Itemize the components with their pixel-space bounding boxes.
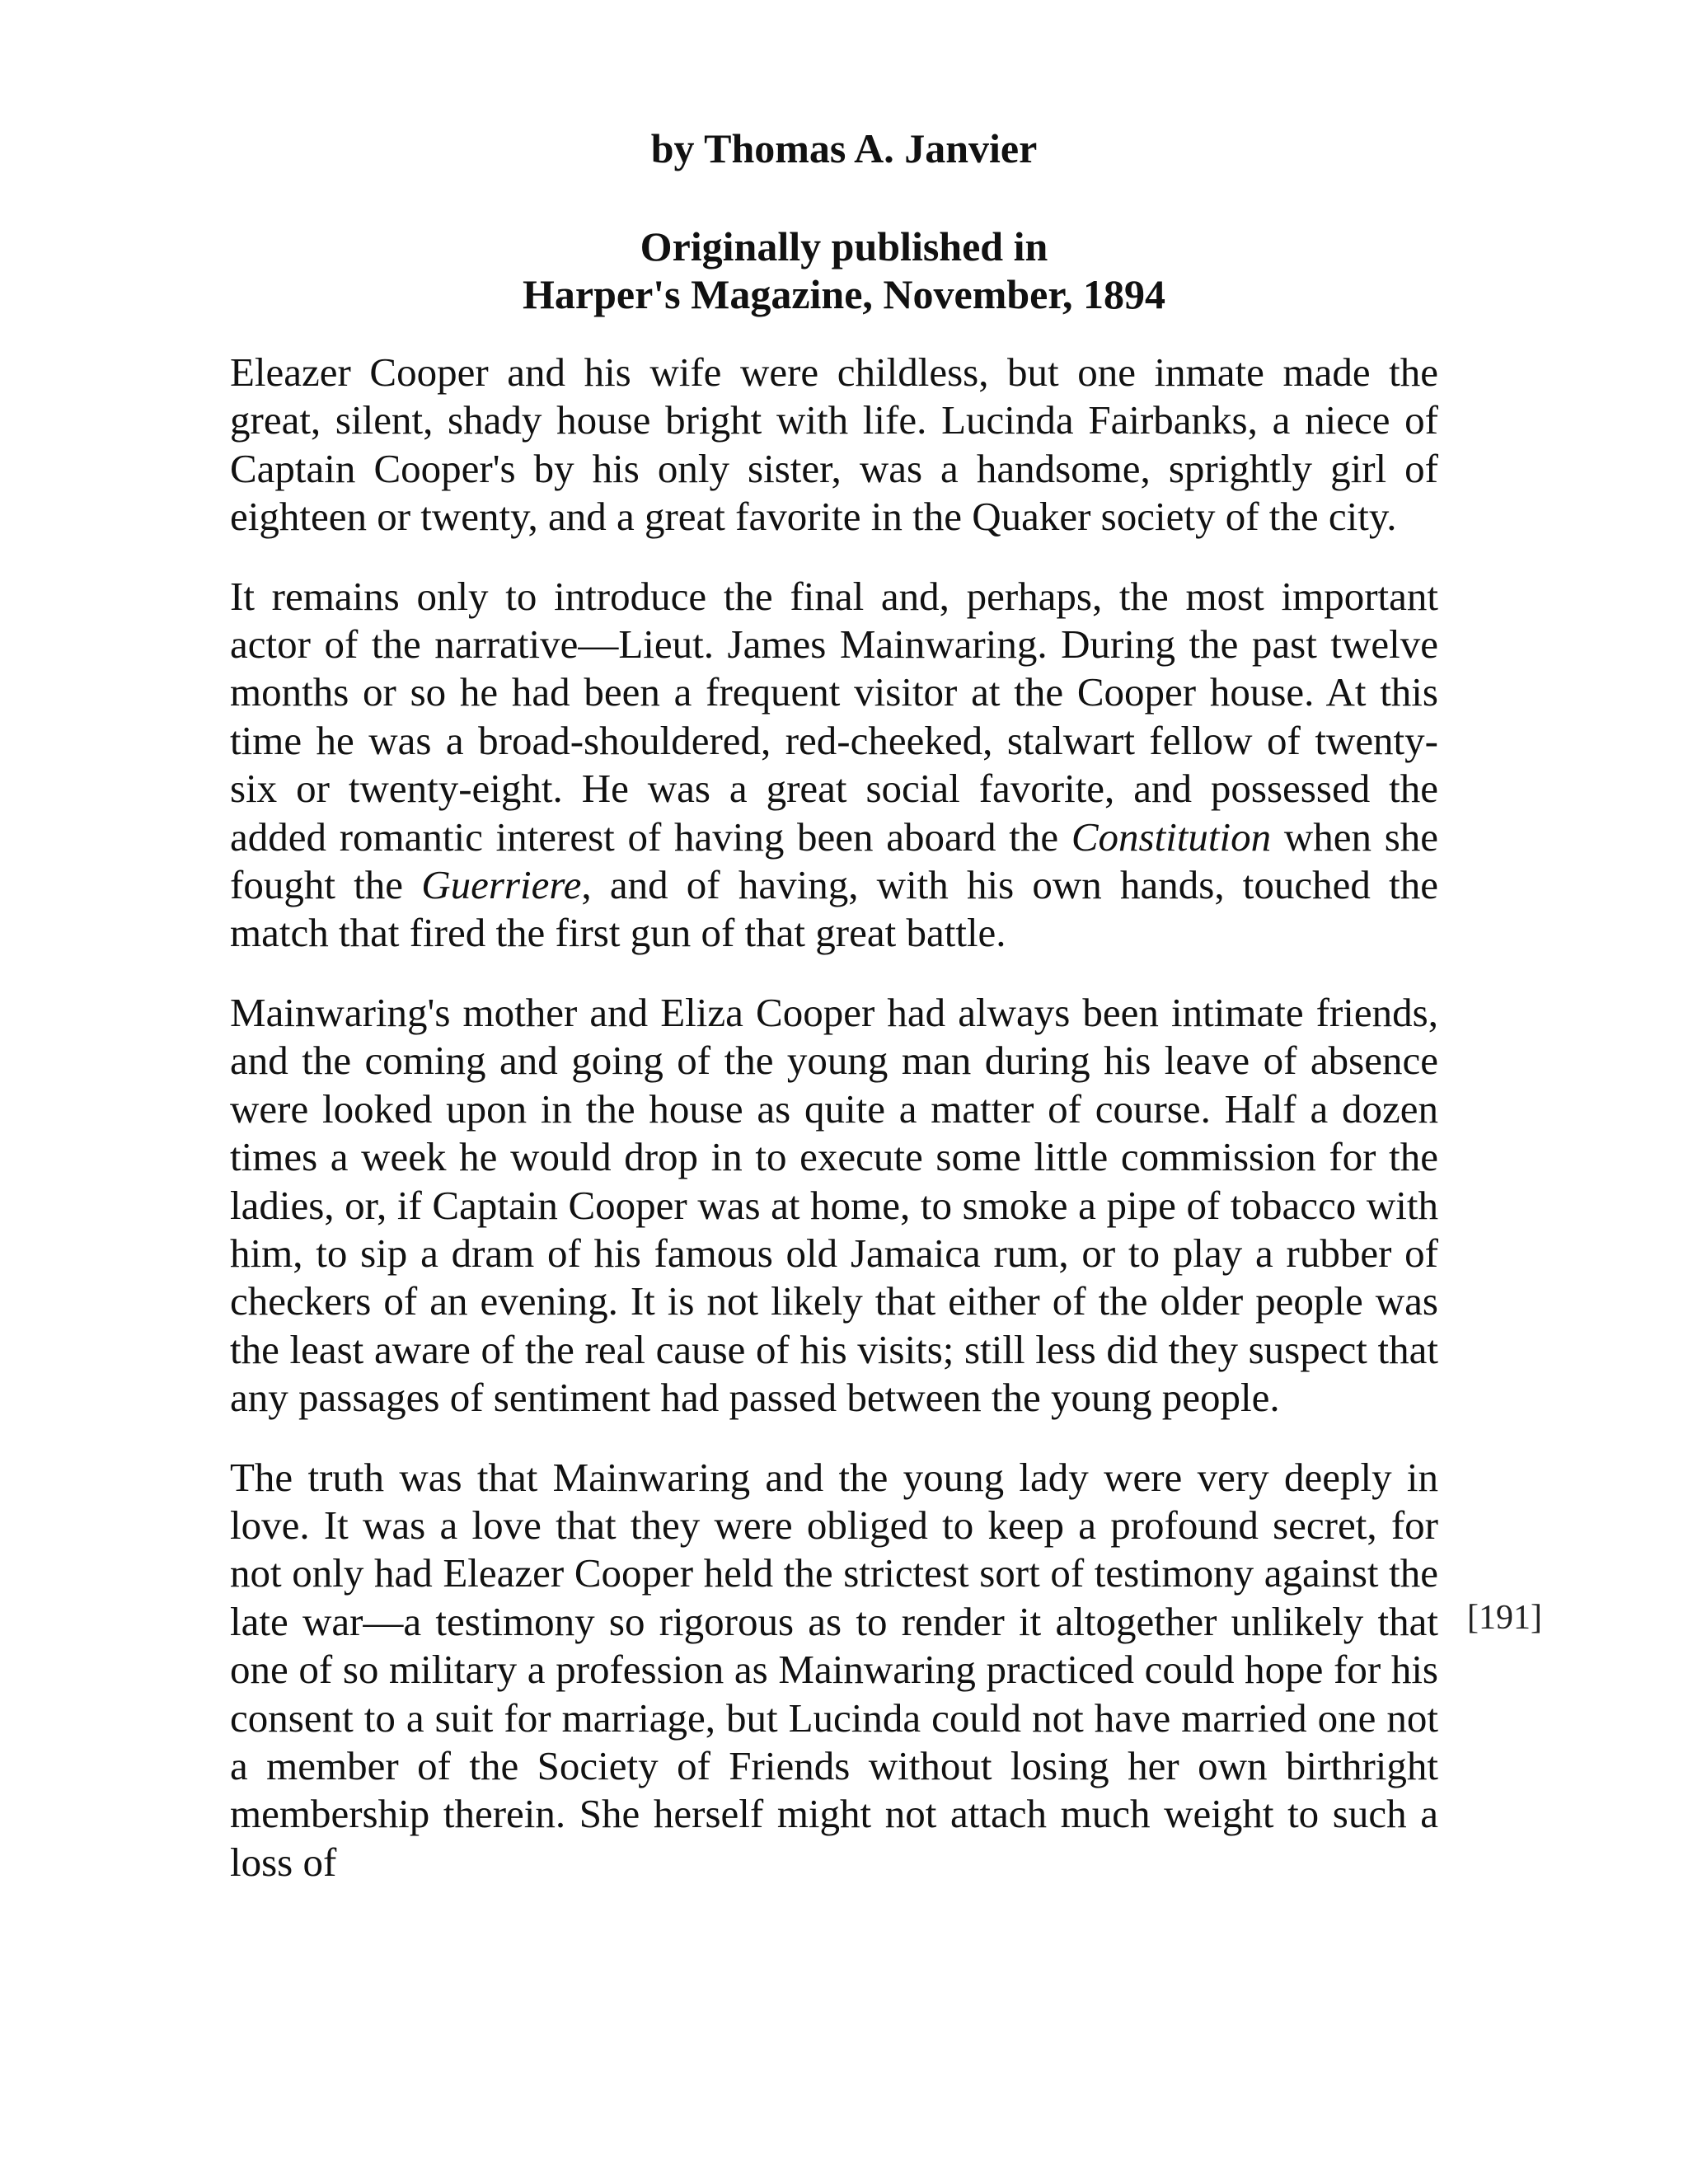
page-number: [191]: [1467, 1599, 1542, 1637]
story-body: [230, 349, 1438, 1886]
paragraph-4: The truth was that Mainwaring and the young lady were very deeply in love. It was a love that they were obliged to keep a profound secret, for not only had Eleazer Cooper held the strictest sort of testimony against the late war—a testimony so rigorous as to render it altogether unlikely that one of so military a profession as Mainwaring practiced could hope for his consent to a suit for marriage, but Lucinda could not have married one not a member of the Society of Friends without losing her own birthright membership therein. She herself might not attach much weight to such a loss of: [230, 1454, 1438, 1885]
ship-name-constitution: Constitution: [1071, 813, 1272, 860]
author-byline: by Thomas A. Janvier: [650, 125, 1038, 171]
publication-line-1: Originally published in: [640, 223, 1048, 269]
publication-line-2: Harper's Magazine, November, 1894: [523, 271, 1165, 317]
ship-name-guerriere: Guerriere: [421, 862, 582, 908]
publication-note: [0, 223, 1688, 318]
paragraph-1: Eleazer Cooper and his wife were childless, but one inmate made the great, silent, shady house bright with life. Lucinda Fairbanks, a niece of Captain Cooper's by his only sister, was a handsome, sprightly girl of eighteen or twenty, and a great favorite in the Quaker society of the city.: [230, 349, 1438, 540]
paragraph-2-text-c: , and of having, with his own hands, touched the match that fired the first gun of that great battle.: [230, 862, 1438, 956]
paragraph-3: Mainwaring's mother and Eliza Cooper had always been intimate friends, and the coming and going of the young man during his leave of absence were looked upon in the house as quite a matter of course. Half a dozen times a week he would drop in to execute some little commission for the ladies, or, if Captain Cooper was at home, to smoke a pipe of tobacco with him, to sip a dram of his famous old Jamaica rum, or to play a rubber of checkers of an evening. It is not likely that either of the older people was the least aware of the real cause of his visits; still less did they suspect that any passages of sentiment had passed between the young people.: [230, 989, 1438, 1421]
paragraph-2-text-b: when she fought the: [230, 813, 1439, 908]
paragraph-2-text-a: It remains only to introduce the final and, perhaps, the most important actor of the narrative—Lieut. James Mainwaring. During the past twelve months or so he had been a frequent visitor at the Cooper house. At this time he was a broad-shouldered, red-cheeked, stalwart fellow of twenty-six or twenty-eight. He was a great social favorite, and possessed the added romantic interest of having been aboard the: [230, 573, 1438, 860]
paragraph-2: [230, 573, 1438, 958]
